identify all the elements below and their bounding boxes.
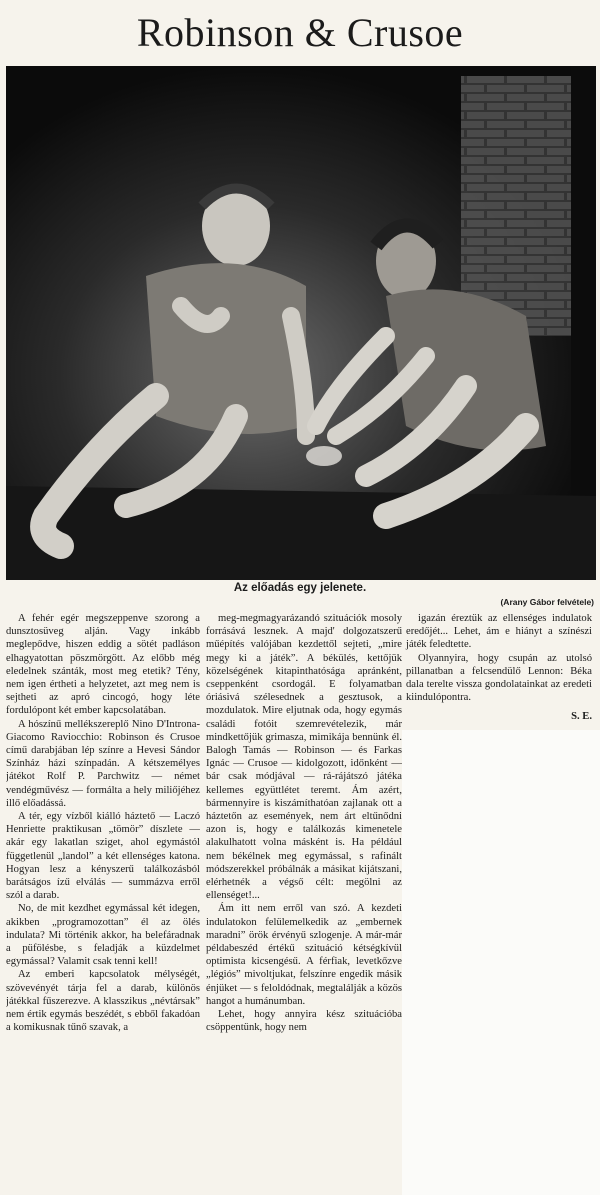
stage-photo bbox=[6, 66, 596, 580]
paragraph: Az emberi kapcsolatok mélységét, szövevényét tárja fel a darab, különös játékkal fűszerezve. A klasszikus „névtársak” nem értik egymás beszédét, s ebből fakadóan a komikusnak tűnő szavak, a bbox=[6, 969, 200, 1034]
paragraph: Olyannyira, hogy csupán az utolsó pillanatban a felcsendülő Lennon: Béka dala terelte vissza gondolatainkat az eredeti kiindulópontra. bbox=[406, 652, 592, 704]
photo-credit: (Arany Gábor felvétele) bbox=[500, 597, 594, 607]
paragraph: No, de mit kezdhet egymással két idegen, akikben „programozottan” él az ölés indulata? Mi történik akkor, ha belefáradnak a püfölésbe, s feladják a küzdelmet egymással? Valamit csak tenni kell! bbox=[6, 903, 200, 968]
article-column-3 bbox=[406, 612, 592, 724]
paragraph: A tér, egy vízből kiálló háztető — Laczó Henriette praktikusan „tömör” díszlete — akár egy lakatlan sziget, ahol egymástól függetlenül „landol” a két ellenséges katona. Hogyan lesz a kényszerű találkozásból barátságos ízű elválás — summázva erről szól a darab. bbox=[6, 811, 200, 902]
paragraph: Lehet, hogy annyira kész szituációba csöppentünk, hogy nem bbox=[206, 1009, 402, 1034]
paragraph: meg-megmagyarázandó szituációk mosoly forrásává lesznek. A majd' dolgozatszerű műépítés valójában kezdettől sejteti, „mire megy ki a játék”. A békülés, kettőjük közelségének kitapinthatósága apránként, cseppenként csordogál. E folyamatban óriásivá szélesednek a gesztusok, a mozdulatok. Mire eljutnak oda, hogy egymás családi fotóit szemrevételezik, már mindkettőjük grimasza, mimikája bennünk él. Balogh Tamás — Robinson — és Farkas Ignác — Crusoe — kidolgozott, időnként — bár csak módjával — rá-rájátszó játéka kellemes együttlétet teremt. Ám azért, bármennyire is kiszámíthatóan zajlanak ott a háztetőn az események, nem árt eltűnődni azon is, hogy e találkozás kimenetele alakulhatott volna másként is. Ha például nem békélnek meg egymással, s rafinált módszerekkel próbálnák a másikat kijátszani, elérhetnék a végső célt: megölni az ellenséget!... bbox=[206, 613, 402, 902]
paragraph: igazán éreztük az ellenséges indulatok eredőjét... Lehet, ám e hiányt a színészi játék feledtette. bbox=[406, 613, 592, 651]
author-signature: S. E. bbox=[571, 711, 592, 723]
paragraph: Ám itt nem erről van szó. A kezdeti indulatokon felülemelkedik az „embernek maradni” örök érvényű szlogenje. A már-már példabeszéd értékű szituáció kétségkívül optimista kicsengésű. A férfiak, levetkőzve „légiós” mivoltjukat, felszínre engedik másik énjüket — s feloldódnak, megtalálják a közös hangot a humánumban. bbox=[206, 903, 402, 1007]
article-column-1 bbox=[6, 612, 200, 1192]
photo-caption: Az előadás egy jelenete. bbox=[233, 582, 367, 594]
blank-area bbox=[402, 730, 600, 1195]
article-title: Robinson & Crusoe bbox=[136, 10, 464, 55]
article-column-2 bbox=[206, 612, 402, 1192]
paragraph: A hószínű mellékszereplő Nino D'Introna-Giacomo Raviocchio: Robinson és Crusoe című darabjában lép színre a Hevesi Sándor Színház házi színpadán. A kétszemélyes játékot Rolf P. Parchwitz — német vendégművész — formálta a hely miliőjéhez illő előadássá. bbox=[6, 718, 200, 809]
stage-photo-image bbox=[6, 66, 596, 580]
paragraph: A fehér egér megszeppenve szorong a dunsztosüveg alján. Vagy inkább meglepődve, hiszen eddig a sötét padláson elhagyatottan pöszmörgött. Az előbb még eledelnek szánták, most meg etetik? Tény, nem igen értheti a helyzetet, azt meg nem is sejtheti az apró cincogó, hogy léte fordulópont két ember kapcsolatában. bbox=[6, 613, 200, 717]
